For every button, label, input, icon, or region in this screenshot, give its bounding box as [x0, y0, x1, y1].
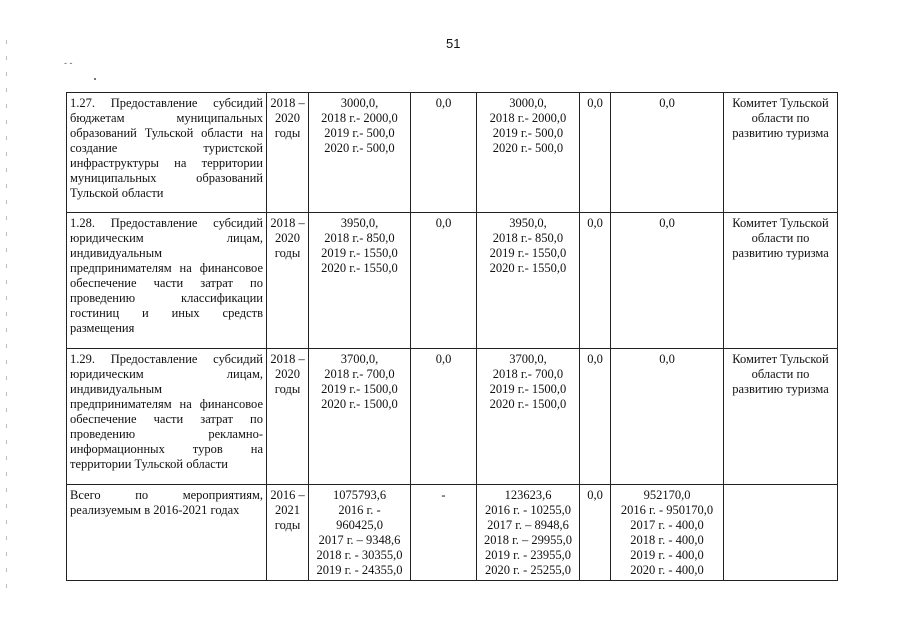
- cell-text: 2018 г.- 850,0: [492, 231, 564, 245]
- cell-text: 2019 г.- 1500,0: [321, 382, 398, 396]
- cell-text: 2019 г.- 500,0: [492, 126, 564, 140]
- cell-text: 2020: [275, 367, 300, 381]
- municipal-budget-cell: [580, 349, 611, 485]
- cell-text: 2020: [275, 111, 300, 125]
- extrabudgetary-cell: [611, 349, 724, 485]
- cell-text: 0,0: [435, 352, 452, 366]
- name-cell: Всего по мероприятиям, реализуемым в 2016-2021 годах: [67, 485, 267, 581]
- cell-text: 2016 г. - 950170,0: [620, 503, 714, 517]
- cell-text: Комитет Тульской: [732, 352, 829, 366]
- cell-text: 0,0: [587, 488, 603, 502]
- scan-edge-marks: [6, 40, 7, 600]
- cell-text: 2020 г.- 1500,0: [321, 397, 398, 411]
- cell-text: 2019 г. - 400,0: [630, 548, 704, 562]
- cell-text: 2018 г. - 30355,0: [316, 548, 403, 562]
- total-cell: [309, 485, 411, 581]
- cell-text: 0,0: [587, 216, 603, 230]
- cell-text: развитию туризма: [732, 246, 829, 260]
- municipal-budget-cell: [580, 93, 611, 213]
- total-cell: [309, 349, 411, 485]
- cell-text: 2016 –: [270, 488, 305, 502]
- regional-budget-cell: [477, 485, 580, 581]
- cell-text: 2019 г.- 500,0: [324, 126, 395, 140]
- cell-text: 2018 г. - 400,0: [630, 533, 704, 547]
- total-cell: [309, 93, 411, 213]
- cell-text: 2018 –: [270, 216, 305, 230]
- cell-text: Комитет Тульской: [732, 96, 829, 110]
- cell-text: годы: [274, 246, 301, 260]
- cell-text: 2018 г.- 2000,0: [321, 111, 398, 125]
- cell-text: 0,0: [435, 216, 452, 230]
- cell-text: 2018 г.- 700,0: [492, 367, 564, 381]
- cell-text: 2019 г.- 1550,0: [321, 246, 398, 260]
- table-row: [67, 93, 838, 213]
- cell-text: годы: [274, 126, 301, 140]
- cell-text: Комитет Тульской: [732, 216, 829, 230]
- cell-text: развитию туризма: [732, 382, 829, 396]
- regional-budget-cell: [477, 213, 580, 349]
- cell-text: 2016 г. -: [338, 503, 381, 517]
- table-row: [67, 485, 838, 581]
- cell-text: области по: [751, 111, 810, 125]
- name-cell: 1.29. Предоставление субсидий юридическим лицам, индивидуальным предпринимателям на финансовое обеспечение части затрат по проведению рекламно-информационных туров на территории Тульской области: [67, 349, 267, 485]
- extrabudgetary-cell: [611, 213, 724, 349]
- page-number: 51: [446, 36, 461, 51]
- cell-text: 3000,0,: [509, 96, 547, 110]
- cell-text: 2018 г.- 850,0: [324, 231, 395, 245]
- cell-text: годы: [274, 382, 301, 396]
- cell-text: 2016 г. - 10255,0: [484, 503, 571, 517]
- cell-text: области по: [751, 231, 810, 245]
- cell-text: -: [441, 488, 446, 502]
- cell-text: 0,0: [659, 216, 675, 230]
- cell-text: 2018 –: [270, 96, 305, 110]
- cell-text: развитию туризма: [732, 126, 829, 140]
- executor-cell: [724, 349, 838, 485]
- cell-text: 2020 г.- 1500,0: [489, 397, 567, 411]
- regional-budget-cell: [477, 93, 580, 213]
- cell-text: 0,0: [659, 352, 675, 366]
- cell-text: 2018 г.- 2000,0: [489, 111, 567, 125]
- cell-text: 2018 г.- 700,0: [324, 367, 395, 381]
- table-row: [67, 213, 838, 349]
- cell-text: 2020 г.- 1550,0: [489, 261, 567, 275]
- municipal-budget-cell: [580, 485, 611, 581]
- table-row: [67, 349, 838, 485]
- cell-text: годы: [274, 518, 301, 532]
- executor-cell: [724, 93, 838, 213]
- name-cell: 1.28. Предоставление субсидий юридическим лицам, индивидуальным предпринимателям на финансовое обеспечение части затрат по проведению классификации гостиниц и иных средств размещения: [67, 213, 267, 349]
- extrabudgetary-cell: [611, 93, 724, 213]
- municipal-budget-cell: [580, 213, 611, 349]
- period-cell: [267, 213, 309, 349]
- cell-text: 2020 г.- 500,0: [492, 141, 564, 155]
- cell-text: 2017 г. – 9348,6: [318, 533, 401, 547]
- cell-text: 2019 г. - 23955,0: [484, 548, 571, 562]
- cell-text: 2020 г. - 25255,0: [484, 563, 571, 577]
- cell-text: 2019 г.- 1500,0: [489, 382, 567, 396]
- cell-text: 2020 г.- 1550,0: [321, 261, 398, 275]
- cell-text: 2019 г.- 1550,0: [489, 246, 567, 260]
- period-cell: [267, 349, 309, 485]
- cell-text: 2021: [275, 503, 300, 517]
- federal-budget-cell: [411, 213, 477, 349]
- cell-text: 3000,0,: [340, 96, 379, 110]
- period-cell: [267, 93, 309, 213]
- cell-text: 1075793,6: [332, 488, 387, 502]
- cell-text: 2017 г. - 400,0: [630, 518, 704, 532]
- cell-text: 2018 –: [270, 352, 305, 366]
- cell-text: 2020 г. - 400,0: [630, 563, 704, 577]
- total-cell: [309, 213, 411, 349]
- cell-text: 3950,0,: [509, 216, 547, 230]
- cell-text: 2017 г. – 8948,6: [487, 518, 569, 532]
- cell-text: 123623,6: [504, 488, 552, 502]
- scan-mark: - -: [64, 58, 73, 68]
- cell-text: 952170,0: [643, 488, 691, 502]
- cell-text: 2020: [275, 231, 300, 245]
- period-cell: [267, 485, 309, 581]
- table-body: [67, 93, 838, 581]
- executor-cell: [724, 213, 838, 349]
- cell-text: 0,0: [659, 96, 675, 110]
- cell-text: 2020 г.- 500,0: [324, 141, 395, 155]
- cell-text: 3700,0,: [340, 352, 379, 366]
- cell-text: области по: [751, 367, 810, 381]
- regional-budget-cell: [477, 349, 580, 485]
- cell-text: 3700,0,: [509, 352, 547, 366]
- cell-text: 2019 г. - 24355,0: [316, 563, 403, 577]
- cell-text: 3950,0,: [340, 216, 379, 230]
- federal-budget-cell: [411, 93, 477, 213]
- cell-text: 960425,0: [336, 518, 383, 532]
- cell-text: 0,0: [435, 96, 452, 110]
- executor-cell: [724, 485, 838, 581]
- federal-budget-cell: [411, 485, 477, 581]
- federal-budget-cell: [411, 349, 477, 485]
- name-cell: 1.27. Предоставление субсидий бюджетам муниципальных образований Тульской области на создание туристской инфраструктуры на территории муниципальных образований Тульской области: [67, 93, 267, 213]
- extrabudgetary-cell: [611, 485, 724, 581]
- budget-table: [66, 92, 838, 581]
- cell-text: 0,0: [587, 96, 603, 110]
- cell-text: 2018 г. – 29955,0: [483, 533, 573, 547]
- scan-dot: [94, 78, 96, 80]
- cell-text: 0,0: [587, 352, 603, 366]
